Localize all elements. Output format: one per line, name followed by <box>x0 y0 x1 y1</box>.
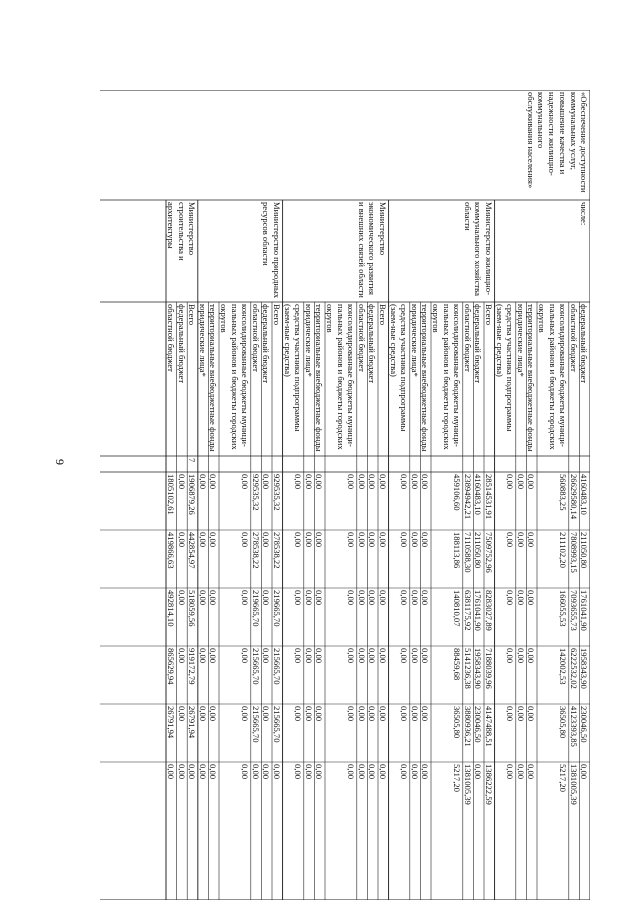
value-cell: 0,00 <box>409 764 420 780</box>
value-cell: 929535,32 <box>272 474 283 511</box>
value-cell: 0,00 <box>197 590 208 606</box>
value-cell: 0,00 <box>208 474 219 490</box>
value-cell: 0,00 <box>399 532 410 548</box>
value-cell: 219665,70 <box>250 590 261 627</box>
value-cell: 0,00 <box>526 648 537 664</box>
value-cell: 0,00 <box>409 474 420 490</box>
value-cell: 0,00 <box>420 590 431 606</box>
source-label: юридические лица* <box>303 304 314 377</box>
value-cell: 219665,70 <box>272 590 283 627</box>
source-label: средства участника подпрограммы (заем-ные средства) <box>388 304 410 432</box>
value-cell: 0,00 <box>420 764 431 780</box>
value-cell: 929535,32 <box>250 474 261 511</box>
value-cell: 0,00 <box>303 764 314 780</box>
value-cell: 0,00 <box>208 590 219 606</box>
value-cell: 0,00 <box>250 764 261 780</box>
value-cell: 0,00 <box>420 474 431 490</box>
value-cell: 0,00 <box>367 706 378 722</box>
value-cell: 0,00 <box>261 648 272 664</box>
value-cell: 0,00 <box>240 706 251 722</box>
value-cell: 0,00 <box>356 706 367 722</box>
value-cell: 4160483,10 <box>473 474 484 515</box>
value-cell: 0,00 <box>579 764 590 780</box>
value-cell: 0,00 <box>526 590 537 606</box>
source-label: областной бюджет <box>568 304 579 372</box>
value-cell: 215665,70 <box>272 648 283 685</box>
value-cell: 0,00 <box>314 648 325 664</box>
value-cell: 0,00 <box>346 590 357 606</box>
value-cell: 419866,63 <box>166 532 177 569</box>
value-cell: 1805102,61 <box>166 474 177 515</box>
value-cell: 0,00 <box>197 764 208 780</box>
source-label: Всего <box>272 304 283 326</box>
value-cell: 1381005,39 <box>462 764 473 805</box>
value-cell: 6381175,92 <box>462 590 473 631</box>
value-cell: 7188039,96 <box>484 648 495 689</box>
value-cell: 211050,80 <box>473 532 484 569</box>
budget-table-rotated <box>100 90 590 900</box>
value-cell: 0,00 <box>399 764 410 780</box>
program-label: «Обеспечение доступности коммунальных услуг, повышение качества и надежности жилищно-коммунального обслуживания населения» <box>525 92 590 193</box>
value-cell: 0,00 <box>208 764 219 780</box>
value-cell: 0,00 <box>346 764 357 780</box>
value-cell: 0,00 <box>378 590 389 606</box>
value-cell: 0,00 <box>346 648 357 664</box>
source-label: консолидированные бюджеты муници-пальных районов и бюджеты городских округов <box>218 304 251 450</box>
value-cell: 230046,50 <box>473 706 484 743</box>
source-label: консолидированные бюджеты муници-пальных районов и бюджеты городских округов <box>536 304 569 450</box>
value-cell: 26629580,14 <box>568 474 579 520</box>
value-cell: 1761041,90 <box>473 590 484 631</box>
source-label: Всего <box>484 304 495 326</box>
value-cell: 0,00 <box>261 474 272 490</box>
source-label: средства участника подпрограммы (заем-ные средства) <box>494 304 516 432</box>
value-cell: 5217,20 <box>558 764 569 792</box>
value-cell: 0,00 <box>526 474 537 490</box>
value-cell: 1386222,59 <box>484 764 495 805</box>
value-cell: 0,00 <box>515 532 526 548</box>
value-cell: 0,00 <box>367 474 378 490</box>
value-cell: 0,00 <box>197 532 208 548</box>
value-cell: 0,00 <box>240 474 251 490</box>
source-label: федеральный бюджет <box>579 304 590 384</box>
value-cell: 865629,94 <box>166 648 177 685</box>
value-cell: 26791,94 <box>187 706 198 739</box>
value-cell: 0,00 <box>399 648 410 664</box>
value-cell: 5217,20 <box>452 764 463 792</box>
source-label: областной бюджет <box>166 304 177 372</box>
value-cell: 0,00 <box>356 764 367 780</box>
value-cell: 215665,70 <box>272 706 283 743</box>
value-cell: 0,00 <box>166 764 177 780</box>
value-cell: 0,00 <box>208 706 219 722</box>
value-cell: 0,00 <box>293 474 304 490</box>
value-cell: 0,00 <box>303 706 314 722</box>
side-mark: 7 <box>187 458 198 463</box>
value-cell: 459106,60 <box>452 474 463 511</box>
value-cell: 0,00 <box>515 648 526 664</box>
value-cell: 0,00 <box>367 590 378 606</box>
value-cell: 0,00 <box>293 590 304 606</box>
value-cell: 0,00 <box>176 764 187 780</box>
value-cell: 7808993,15 <box>568 532 579 573</box>
value-cell: 0,00 <box>420 706 431 722</box>
value-cell: 0,00 <box>409 532 420 548</box>
value-cell: 4123393,85 <box>568 706 579 747</box>
value-cell: 0,00 <box>314 474 325 490</box>
value-cell: 1906879,26 <box>187 474 198 515</box>
value-cell: 0,00 <box>378 532 389 548</box>
value-cell: 188113,86 <box>452 532 463 569</box>
value-cell: 1381005,39 <box>568 764 579 805</box>
source-label: территориальные внебюджетные фонды <box>208 304 219 452</box>
value-cell: 0,00 <box>515 706 526 722</box>
value-cell: 0,00 <box>378 648 389 664</box>
value-cell: 0,00 <box>240 532 251 548</box>
value-cell: 1958343,90 <box>473 648 484 689</box>
value-cell: 8283027,89 <box>484 590 495 631</box>
value-cell: 7509752,96 <box>484 532 495 573</box>
value-cell: 0,00 <box>208 532 219 548</box>
value-cell: 442854,97 <box>187 532 198 569</box>
source-label: консолидированные бюджеты муници-пальных районов и бюджеты городских округов <box>430 304 463 450</box>
value-cell: 0,00 <box>505 474 516 490</box>
value-cell: 5141236,38 <box>462 648 473 689</box>
value-cell: 0,00 <box>399 706 410 722</box>
value-cell: 0,00 <box>197 648 208 664</box>
value-cell: 0,00 <box>367 764 378 780</box>
value-cell: 0,00 <box>314 706 325 722</box>
value-cell: 0,00 <box>505 764 516 780</box>
value-cell: 0,00 <box>399 590 410 606</box>
source-label: юридические лица* <box>515 304 526 377</box>
value-cell: 0,00 <box>240 590 251 606</box>
value-cell: 0,00 <box>261 706 272 722</box>
value-cell: 140810,07 <box>452 590 463 627</box>
value-cell: 0,00 <box>208 648 219 664</box>
value-cell: 0,00 <box>303 474 314 490</box>
value-cell: 0,00 <box>176 706 187 722</box>
value-cell: 23894942,21 <box>462 474 473 520</box>
value-cell: 0,00 <box>240 648 251 664</box>
value-cell: 0,00 <box>367 532 378 548</box>
value-cell: 492814,10 <box>166 590 177 627</box>
value-cell: 0,00 <box>293 764 304 780</box>
value-cell: 0,00 <box>293 648 304 664</box>
value-cell: 88459,68 <box>452 648 463 681</box>
value-cell: 215665,70 <box>250 706 261 743</box>
value-cell: 0,00 <box>303 532 314 548</box>
value-cell: 7093655,73 <box>568 590 579 631</box>
value-cell: 4147488,51 <box>484 706 495 747</box>
value-cell: 0,00 <box>420 532 431 548</box>
value-cell: 0,00 <box>346 706 357 722</box>
value-cell: 0,00 <box>526 532 537 548</box>
value-cell: 0,00 <box>526 764 537 780</box>
source-label: средства участника подпрограммы (заем-ные средства) <box>282 304 304 432</box>
value-cell: 278538,22 <box>272 532 283 569</box>
value-cell: 0,00 <box>526 706 537 722</box>
source-label: Всего <box>378 304 389 326</box>
value-cell: 0,00 <box>176 590 187 606</box>
value-cell: 0,00 <box>356 648 367 664</box>
value-cell: 0,00 <box>176 474 187 490</box>
value-cell: 0,00 <box>346 474 357 490</box>
value-cell: 0,00 <box>505 532 516 548</box>
value-cell: 0,00 <box>240 764 251 780</box>
source-label: федеральный бюджет <box>473 304 484 384</box>
source-label: юридические лица* <box>197 304 208 377</box>
value-cell: 0,00 <box>176 648 187 664</box>
value-cell: 0,00 <box>356 474 367 490</box>
value-cell: 0,00 <box>473 764 484 780</box>
source-label: областной бюджет <box>250 304 261 372</box>
value-cell: 0,00 <box>176 532 187 548</box>
value-cell: 0,00 <box>314 590 325 606</box>
value-cell: 0,00 <box>505 590 516 606</box>
value-cell: 0,00 <box>515 590 526 606</box>
value-cell: 0,00 <box>261 764 272 780</box>
org-label: Министерство экономического развития и внешних связей области <box>356 202 389 298</box>
value-cell: 4160483,10 <box>579 474 590 515</box>
source-label: областной бюджет <box>356 304 367 372</box>
value-cell: 0,00 <box>293 532 304 548</box>
value-cell: 0,00 <box>505 648 516 664</box>
value-cell: 0,00 <box>356 590 367 606</box>
value-cell: 0,00 <box>314 764 325 780</box>
value-cell: 0,00 <box>378 764 389 780</box>
value-cell: 7110588,30 <box>462 532 473 573</box>
source-label: Всего <box>187 304 198 326</box>
value-cell: 0,00 <box>346 532 357 548</box>
value-cell: 0,00 <box>303 590 314 606</box>
value-cell: 0,00 <box>505 706 516 722</box>
value-cell: 0,00 <box>314 532 325 548</box>
source-label: консолидированные бюджеты муници-пальных районов и бюджеты городских округов <box>324 304 357 450</box>
value-cell: 166055,53 <box>558 590 569 627</box>
value-cell: 215665,70 <box>250 648 261 685</box>
value-cell: 211102,20 <box>558 532 569 568</box>
value-cell: 0,00 <box>261 532 272 548</box>
value-cell: 0,00 <box>409 648 420 664</box>
value-cell: 0,00 <box>409 706 420 722</box>
source-label: территориальные внебюджетные фонды <box>420 304 431 452</box>
source-label: областной бюджет <box>462 304 473 372</box>
value-cell: 0,00 <box>272 764 283 780</box>
value-cell: 0,00 <box>197 706 208 722</box>
value-cell: 230046,50 <box>579 706 590 743</box>
value-cell: 0,00 <box>409 590 420 606</box>
org-label: числе: <box>579 202 590 226</box>
source-label: юридические лица* <box>409 304 420 377</box>
value-cell: 0,00 <box>293 706 304 722</box>
value-cell: 919172,79 <box>187 648 198 685</box>
value-cell: 0,00 <box>187 764 198 780</box>
value-cell: 0,00 <box>197 474 208 490</box>
org-label: Министерство строительства и архитектуры <box>165 202 198 261</box>
value-cell: 3880936,21 <box>462 706 473 747</box>
value-cell: 211050,80 <box>579 532 590 569</box>
value-cell: 0,00 <box>515 764 526 780</box>
value-cell: 0,00 <box>356 532 367 548</box>
source-label: федеральный бюджет <box>176 304 187 384</box>
value-cell: 36505,80 <box>452 706 463 739</box>
value-cell: 0,00 <box>399 474 410 490</box>
value-cell: 142002,53 <box>558 648 569 685</box>
value-cell: 0,00 <box>261 590 272 606</box>
value-cell: 28514531,91 <box>484 474 495 520</box>
org-label: Министерство жилищно-коммунального хозяйства области <box>462 202 495 296</box>
source-label: территориальные внебюджетные фонды <box>526 304 537 452</box>
value-cell: 0,00 <box>515 474 526 490</box>
value-cell: 1958343,90 <box>579 648 590 689</box>
page-number: 9 <box>53 459 67 465</box>
source-label: территориальные внебюджетные фонды <box>314 304 325 452</box>
value-cell: 560883,25 <box>558 474 569 511</box>
value-cell: 278538,22 <box>250 532 261 569</box>
value-cell: 1761041,90 <box>579 590 590 631</box>
value-cell: 26791,94 <box>166 706 177 739</box>
value-cell: 518059,56 <box>187 590 198 627</box>
value-cell: 0,00 <box>378 474 389 490</box>
org-label: Министерство природных ресурсов области <box>261 202 283 299</box>
value-cell: 0,00 <box>420 648 431 664</box>
source-label: федеральный бюджет <box>367 304 378 384</box>
value-cell: 6222532,02 <box>568 648 579 689</box>
source-label: федеральный бюджет <box>261 304 272 384</box>
value-cell: 0,00 <box>367 648 378 664</box>
value-cell: 0,00 <box>378 706 389 722</box>
value-cell: 0,00 <box>303 648 314 664</box>
value-cell: 36505,80 <box>558 706 569 739</box>
